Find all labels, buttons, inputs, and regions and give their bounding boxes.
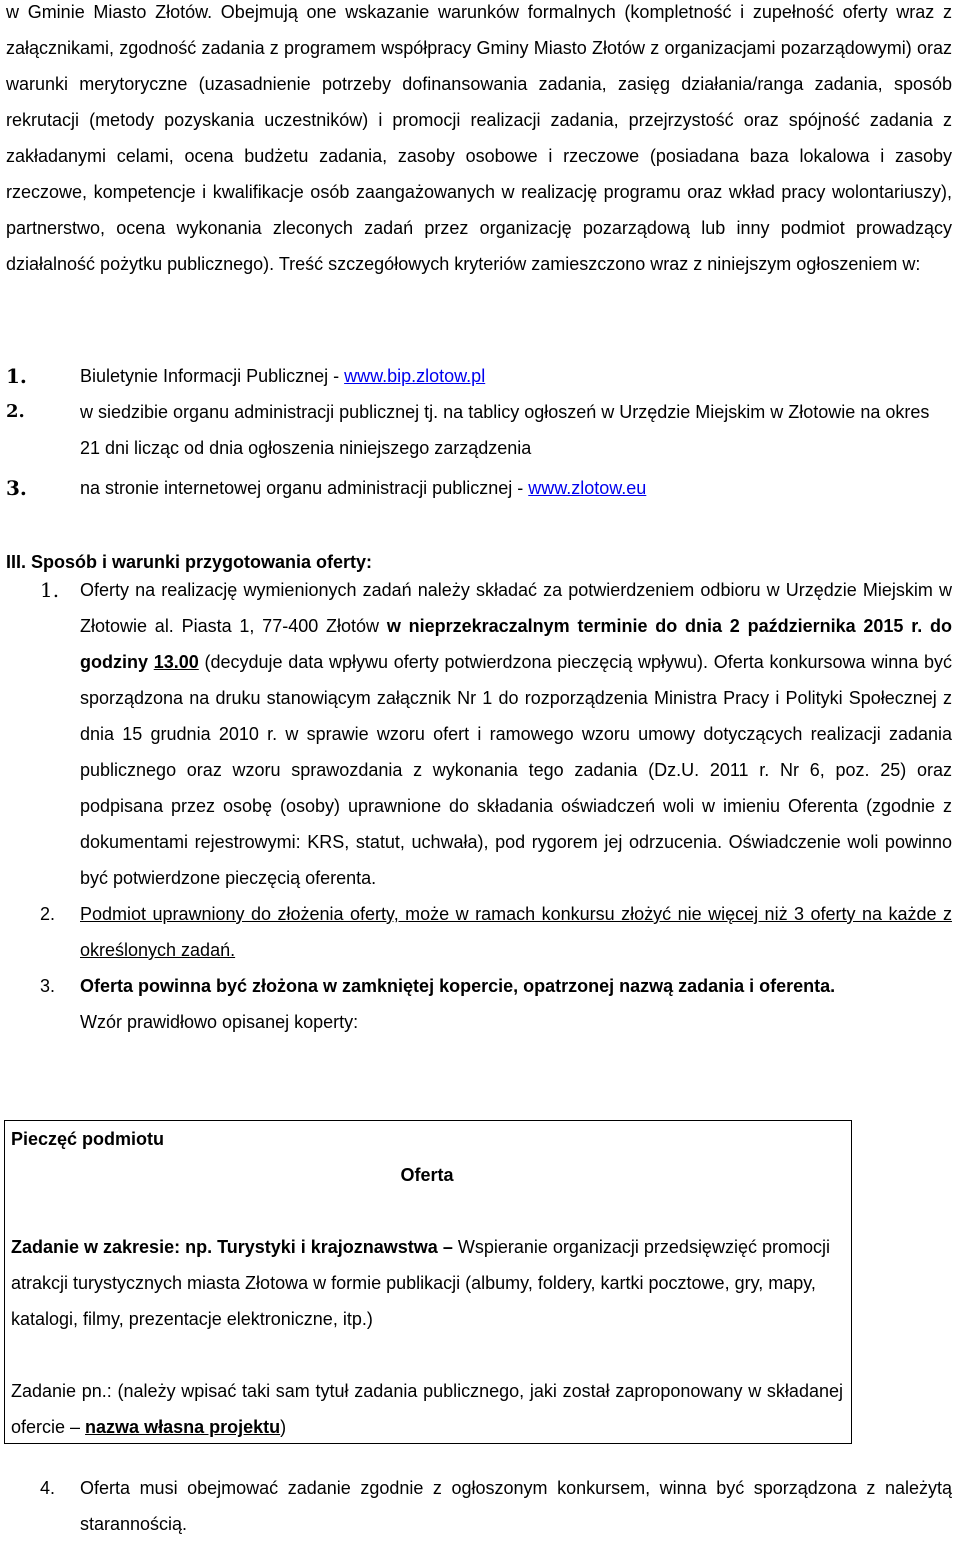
zlotow-link[interactable]: www.zlotow.eu [528,478,647,498]
envelope-example-box [4,1120,852,1444]
list-number: 1. [40,578,60,602]
list-item [6,358,952,394]
list-item [6,470,952,506]
section-list-continued [6,1470,952,1542]
list-number: 2. [40,904,56,924]
intro-paragraph: w Gminie Miasto Złotów. Obejmują one wskazanie warunków formalnych (kompletność i zupełność oferty wraz z załącznikami, zgodność zadania z programem współpracy Gminy Miasto Złotów z organizacjami pozarządowymi) oraz warunki merytoryczne (uzasadnienie potrzeby dofinansowania zadania, zasięg działania/ranga zadania, sposób rekrutacji (metody pozyskania uczestników) i promocji realizacji zadania, przejrzystość oraz spójność zadania z zakładanymi celami, ocena budżetu zadania, zasoby osobowe i rzeczowe (posiadana baza lokalowa i zasoby rzeczowe, kompetencje i kwalifikacje osób zaangażowanych w realizację programu oraz wkład pracy wolontariuszy), partnerstwo, ocena wykonania zleconych zadań przez organizację pozarządową lub inny podmiot prowadzący działalność pożytku publicznego). Treść szczegółowych kryteriów zamieszczono wraz z niniejszym ogłoszeniem w: [6,2,952,274]
item-text: Podmiot uprawniony do złożenia oferty, może w ramach konkursu złożyć nie więcej niż 3 oferty na każde z określonych zadań. [80,904,952,960]
task-label: Zadanie w zakresie: np. Turystyki i krajoznawstwa – [11,1237,453,1257]
deadline-hour: 13.00 [153,652,199,672]
item-text: Oferty na realizację wymienionych zadań należy składać za potwierdzeniem odbioru w Urzędzie Miejskim w Złotowie al. Piasta 1, 77-400 Złotów [80,580,952,636]
stamp-label: Pieczęć podmiotu [11,1129,165,1149]
list-number: 4. [40,1478,56,1498]
example-text: Zadanie pn.: (należy wpisać taki sam tytuł zadania publicznego, jaki został zaproponowany w składanej ofercie – [11,1381,843,1437]
list-item [6,896,952,968]
list-number: 3. [6,476,27,500]
example-end: ) [280,1417,287,1437]
envelope-caption: Wzór prawidłowo opisanej koperty: [80,1012,359,1032]
item-text: Oferta musi obejmować zadanie zgodnie z ogłoszonym konkursem, winna być sporządzona z należytą starannością. [80,1478,952,1534]
list-item [6,572,952,896]
publish-list [6,358,952,506]
task-text: Wspieranie organizacji przedsięwzięć promocji atrakcji turystycznych miasta Złotowa w formie publikacji (albumy, foldery, kartki pocztowe, gry, mapy, katalogi, filmy, prezentacje elektroniczne, itp.) [11,1237,830,1329]
list-item-text: Biuletynie Informacji Publicznej - [80,366,345,386]
project-name-label: nazwa własna projektu [85,1417,281,1437]
list-number: 2. [6,401,25,422]
item-text: Oferta powinna być złożona w zamkniętej kopercie, opatrzonej nazwą zadania i oferenta. [80,976,836,996]
item-text-continued: (decyduje data wpływu oferty potwierdzona pieczęcią wpływu). Oferta konkursowa winna być sporządzona na druku stanowiącym załącznik Nr 1 do rozporządzenia Ministra Pracy i Polityki Społecznej z dnia 15 grudnia 2010 r. w sprawie wzoru ofert i ramowego wzoru umowy dotyczących realizacji zadania publicznego oraz wzoru sprawozdania z wykonania tego zadania (Dz.U. 2011 r. Nr 6, poz. 25) oraz podpisana przez osobę (osoby) uprawnione do składania oświadczeń woli w imieniu Oferenta (zgodnie z dokumentami rejestrowymi: KRS, statut, uchwała), pod rygorem jej odrzucenia. Oświadczenie woli powinno być potwierdzone pieczęcią oferenta. [80,652,952,888]
list-item [6,394,952,466]
deadline-text: w nieprzekraczalnym terminie do dnia 2 października 2015 r. do godziny [80,616,952,672]
section-list [6,572,952,1040]
list-item [6,1470,952,1542]
list-item [6,968,952,1004]
list-number: 1. [6,364,27,388]
list-number: 3. [40,976,56,996]
bip-link[interactable]: www.bip.zlotow.pl [344,366,486,386]
offer-label: Oferta [400,1165,454,1185]
list-item-text: w siedzibie organu administracji publicznej tj. na tablicy ogłoszeń w Urzędzie Miejskim w Złotowie na okres 21 dni licząc od dnia ogłoszenia niniejszego zarządzenia [80,402,930,458]
list-item-text: na stronie internetowej organu administracji publicznej - [80,478,529,498]
section-heading: III. Sposób i warunki przygotowania oferty: [6,552,373,572]
